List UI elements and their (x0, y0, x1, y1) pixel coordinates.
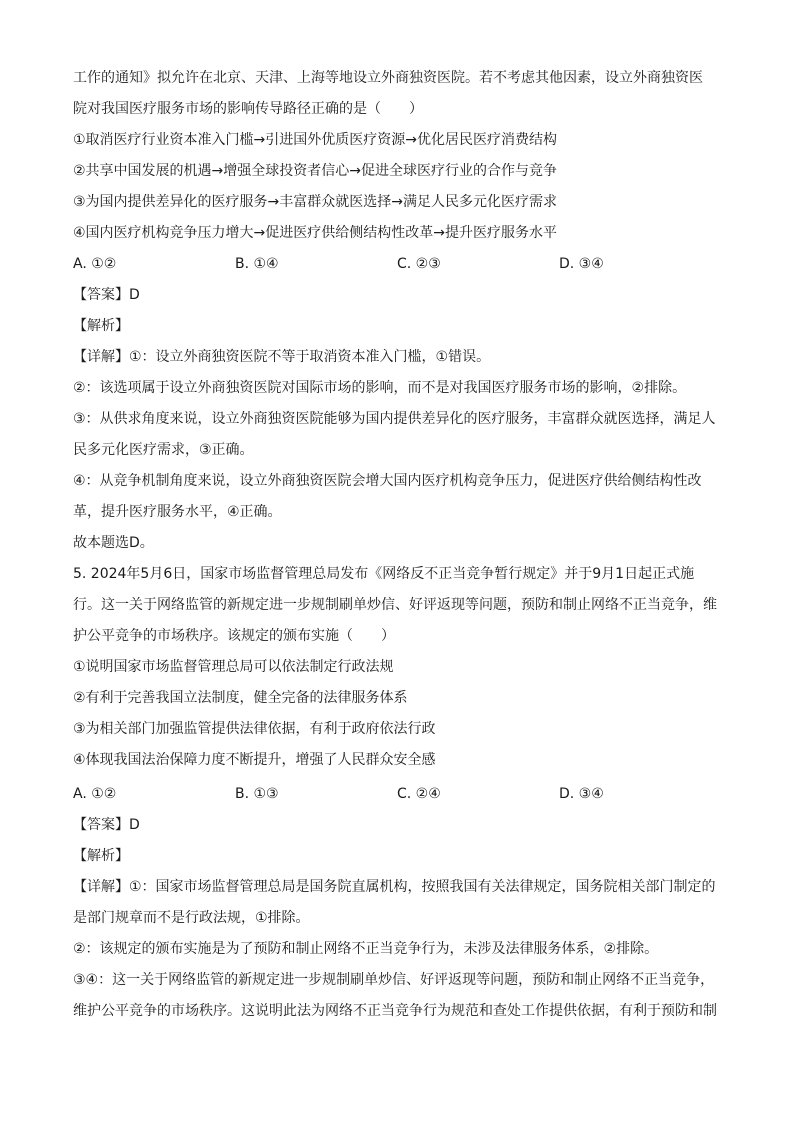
q4-option-4: ④国内医疗机构竞争压力增大→促进医疗供给侧结构性改革→提升医疗服务水平 (73, 225, 558, 241)
q5-stem-line-1: 5. 2024年5月6日，国家市场监督管理总局发布《网络反不正当竞争暂行规定》并于9月1日起正式施 (73, 566, 695, 582)
q5-analysis-label: 【解析】 (73, 848, 129, 864)
q4-choice-b: B. ①④ (235, 256, 279, 272)
q4-stem-line-2: 院对我国医疗服务市场的影响传导路径正确的是（ ） (73, 101, 423, 117)
q4-detail-line-6: 革，提升医疗服务水平，④正确。 (73, 504, 282, 520)
q5-option-3: ③为相关部门加强监管提供法律依据，有利于政府依法行政 (73, 721, 436, 737)
q5-answer: 【答案】D (73, 817, 140, 833)
q4-conclusion: 故本题选D。 (73, 535, 154, 551)
q4-detail-line-2: ②：该选项属于设立外商独资医院对国际市场的影响，而不是对我国医疗服务市场的影响，②排除。 (73, 380, 687, 396)
q5-detail-line-4: ③④：这一关于网络监管的新规定进一步规制刷单炒信、好评返现等问题，预防和制止网络不正当竞争， (73, 972, 715, 988)
q4-answer: 【答案】D (73, 287, 140, 303)
q5-choice-d: D. ③④ (559, 786, 604, 802)
q5-detail-line-5: 维护公平竞争的市场秩序。这说明此法为网络不正当竞争行为规范和查处工作提供依据，有利于预防和制 (73, 1003, 717, 1019)
q4-detail-line-1: 【详解】①：设立外商独资医院不等于取消资本准入门槛，①错误。 (73, 349, 491, 365)
q5-option-4: ④体现我国法治保障力度不断提升，增强了人民群众安全感 (73, 752, 436, 768)
q4-detail-line-4: 民多元化医疗需求，③正确。 (73, 442, 254, 458)
q4-stem-line-1: 工作的通知》拟允许在北京、天津、上海等地设立外商独资医院。若不考虑其他因素，设立外商独资医 (73, 70, 703, 86)
q5-choice-c: C. ②④ (397, 786, 441, 802)
q5-choice-b: B. ①③ (235, 786, 279, 802)
q5-detail-line-1: 【详解】①：国家市场监督管理总局是国务院直属机构，按照我国有关法律规定，国务院相关部门制定的 (73, 879, 716, 895)
q4-detail-line-3: ③：从供求角度来说，设立外商独资医院能够为国内提供差异化的医疗服务，丰富群众就医选择，满足人 (73, 411, 716, 427)
q5-option-2: ②有利于完善我国立法制度，健全完备的法律服务体系 (73, 690, 408, 706)
q4-choice-a: A. ①② (73, 256, 117, 272)
q5-option-1: ①说明国家市场监督管理总局可以依法制定行政法规 (73, 659, 394, 675)
q5-detail-line-3: ②：该规定的颁布实施是为了预防和制止网络不正当竞争行为，未涉及法律服务体系，②排除。 (73, 941, 659, 957)
q4-option-2: ②共享中国发展的机遇→增强全球投资者信心→促进全球医疗行业的合作与竞争 (73, 163, 558, 179)
q5-stem-line-3: 护公平竞争的市场秩序。该规定的颁布实施（ ） (73, 628, 395, 644)
q4-choice-d: D. ③④ (559, 256, 604, 272)
q4-analysis-label: 【解析】 (73, 318, 129, 334)
q5-stem-line-2: 行。这一关于网络监管的新规定进一步规制刷单炒信、好评返现等问题，预防和制止网络不正当竞争，维 (73, 597, 717, 613)
q5-detail-line-2: 是部门规章而不是行政法规，①排除。 (73, 910, 310, 926)
q4-detail-line-5: ④：从竞争机制角度来说，设立外商独资医院会增大国内医疗机构竞争压力，促进医疗供给侧结构性改 (73, 473, 702, 489)
q5-choice-a: A. ①② (73, 786, 117, 802)
q4-option-3: ③为国内提供差异化的医疗服务→丰富群众就医选择→满足人民多元化医疗需求 (73, 194, 558, 210)
q4-option-1: ①取消医疗行业资本准入门槛→引进国外优质医疗资源→优化居民医疗消费结构 (73, 132, 558, 148)
q4-choice-c: C. ②③ (397, 256, 441, 272)
